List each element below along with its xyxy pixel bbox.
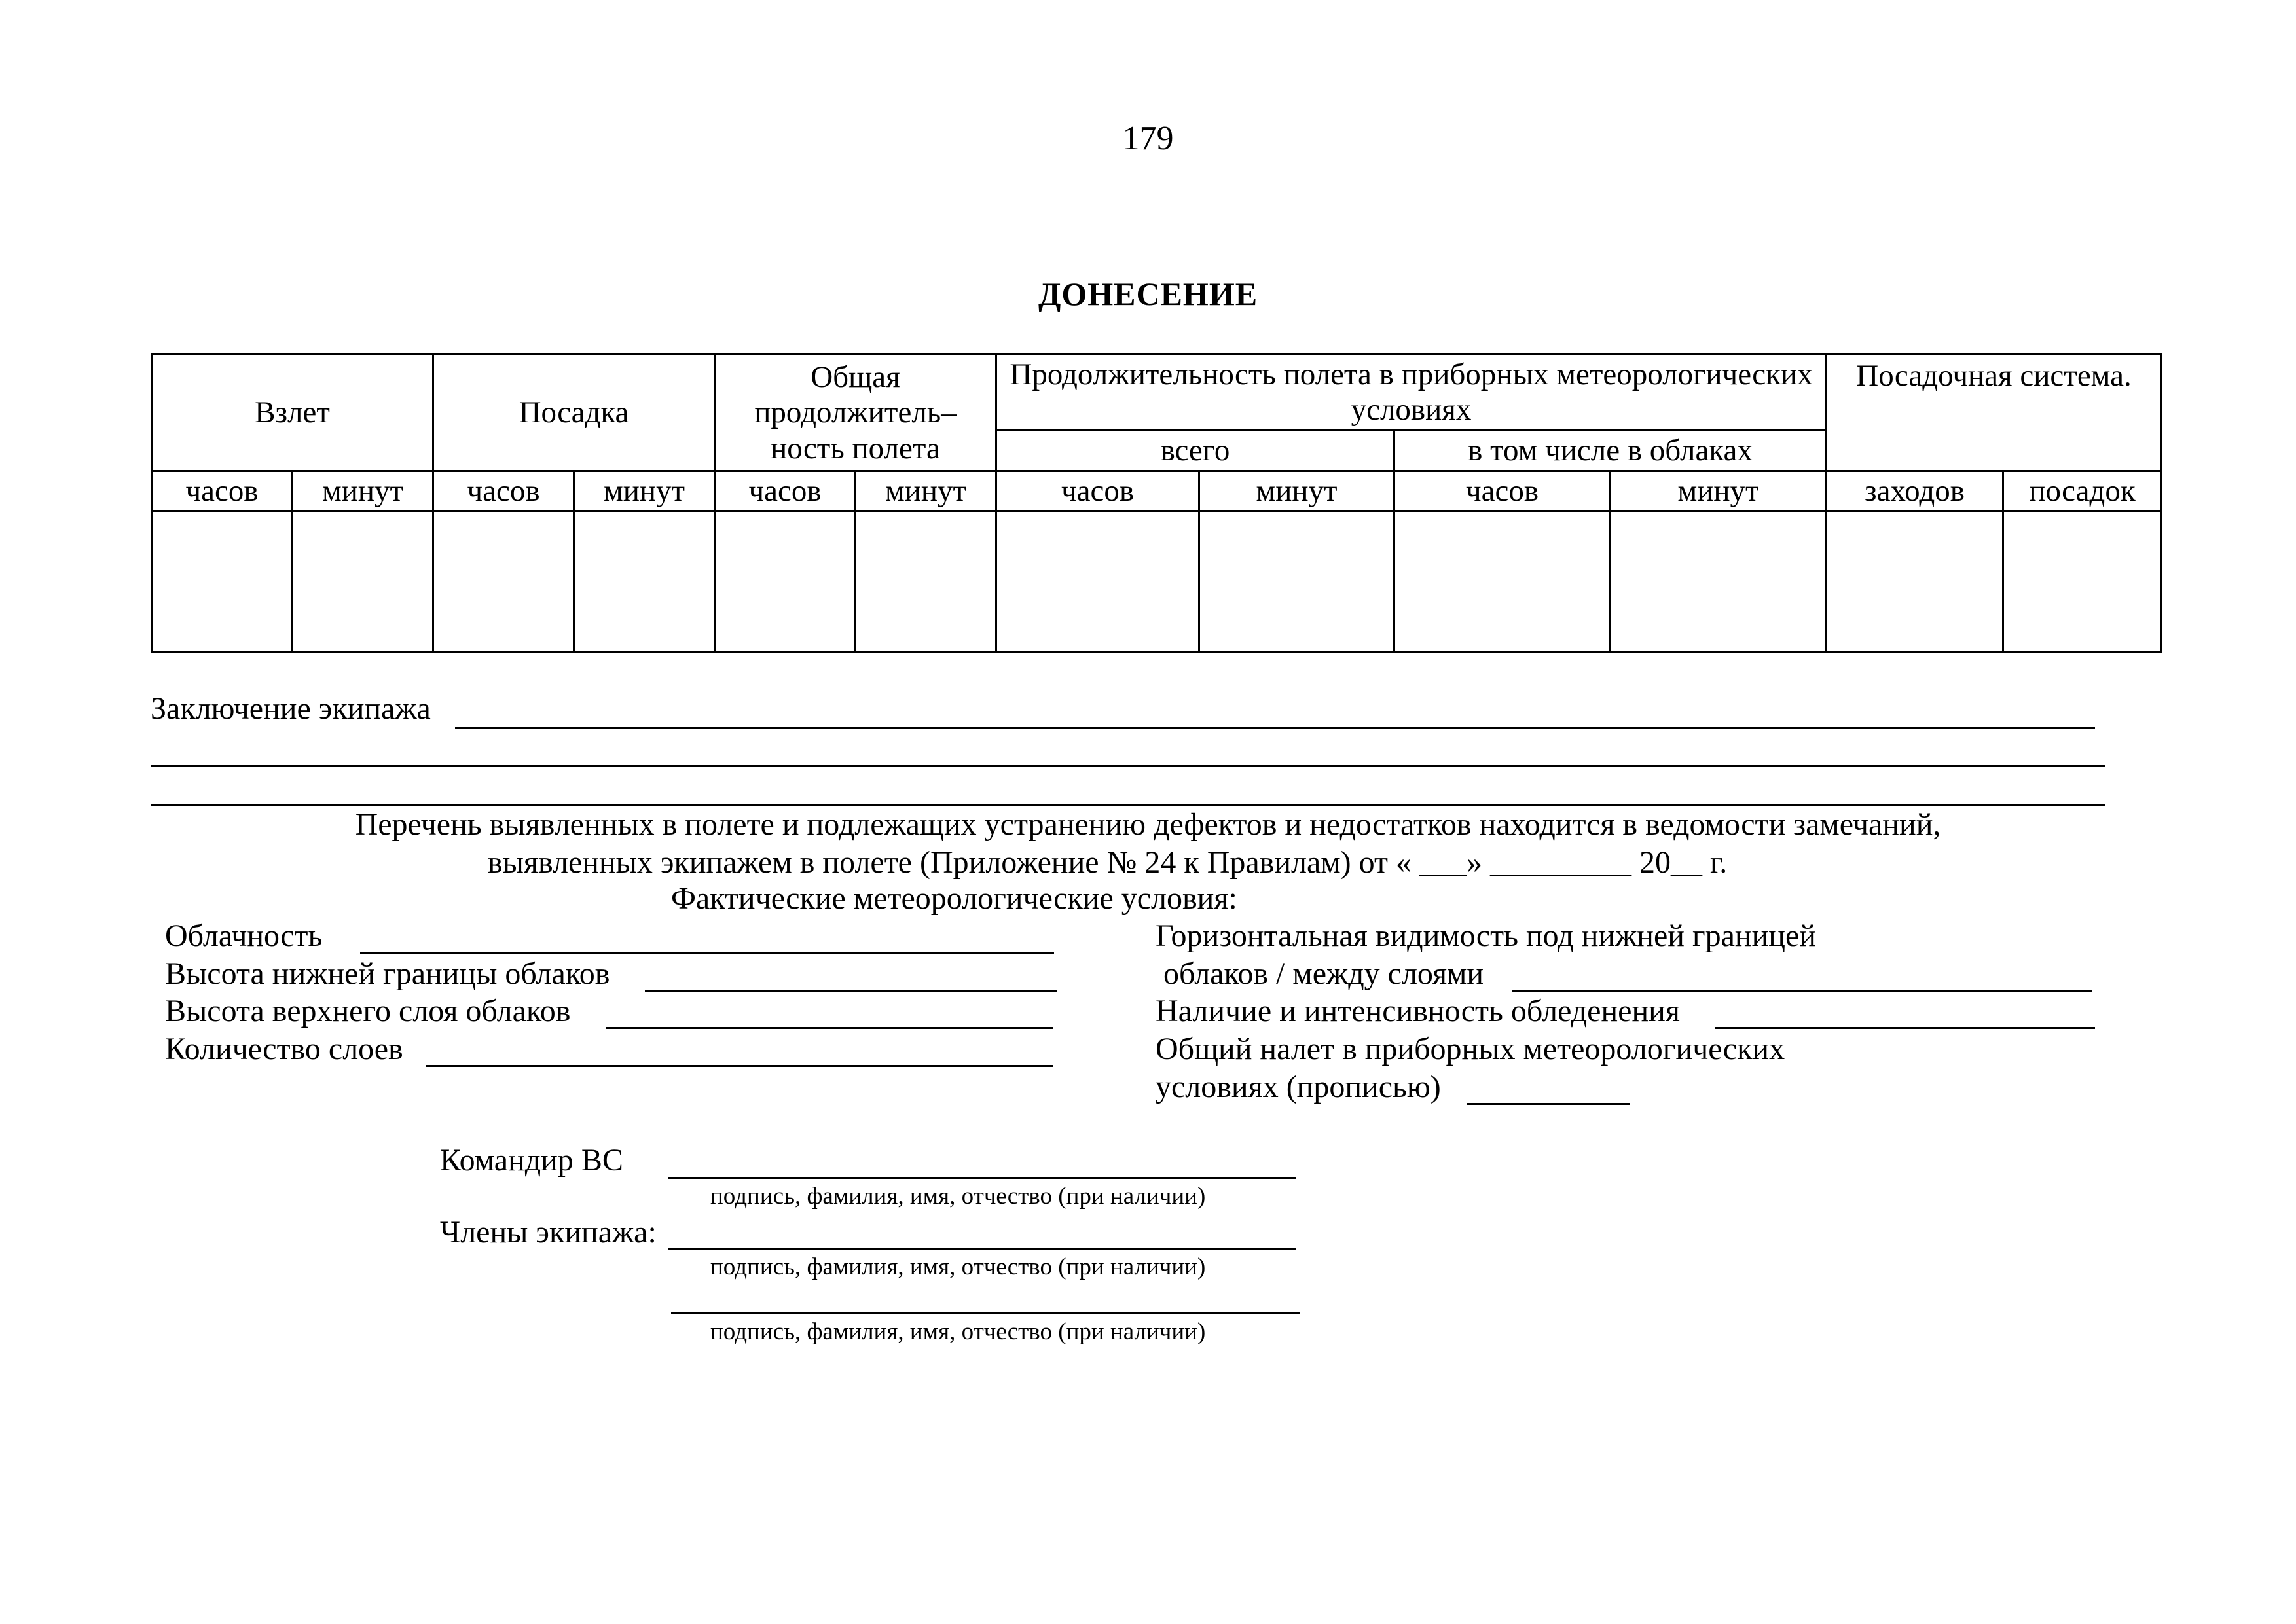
entry-cell[interactable] (574, 511, 715, 652)
unit-header: минут (856, 471, 996, 511)
layers-label: Количество слоев (165, 1032, 403, 1066)
cloud-base-field[interactable] (645, 990, 1057, 992)
entry-cell[interactable] (1611, 511, 1827, 652)
cloud-top-field[interactable] (606, 1027, 1053, 1029)
unit-header: часов (433, 471, 574, 511)
takeoff-header: Взлет (152, 355, 433, 471)
visibility-field[interactable] (1512, 990, 2092, 992)
entry-cell[interactable] (293, 511, 433, 652)
entry-cell[interactable] (1199, 511, 1394, 652)
entry-cell[interactable] (2003, 511, 2162, 652)
entry-cell[interactable] (1394, 511, 1611, 652)
crew-conclusion-line-3[interactable] (151, 804, 2105, 806)
cloud-top-label: Высота верхнего слоя облаков (165, 994, 571, 1028)
visibility-label-1: Горизонтальная видимость под нижней границей (1156, 918, 1816, 953)
icing-label: Наличие и интенсивность обледенения (1156, 994, 1680, 1028)
unit-header: минут (574, 471, 715, 511)
actual-weather-heading: Фактические метеорологические условия: (671, 881, 1237, 916)
entry-cell[interactable] (856, 511, 996, 652)
unit-header: часов (152, 471, 293, 511)
icing-field[interactable] (1715, 1027, 2095, 1029)
landing-header: Посадка (433, 355, 715, 471)
total-duration-header: Общая продолжитель–ность полета (715, 355, 996, 471)
crew-conclusion-line-2[interactable] (151, 765, 2105, 767)
imc-total-label-2: условиях (прописью) (1156, 1070, 1441, 1104)
entry-cell[interactable] (996, 511, 1199, 652)
imc-total-field[interactable] (1467, 1103, 1630, 1105)
crew-signature-line-1[interactable] (668, 1248, 1296, 1250)
imc-total-label-1: Общий налет в приборных метеорологических (1156, 1032, 1785, 1066)
cloudiness-field[interactable] (360, 952, 1054, 954)
unit-header: минут (1611, 471, 1827, 511)
entry-cell[interactable] (1827, 511, 2003, 652)
signature-caption: подпись, фамилия, имя, отчество (при наличии) (710, 1318, 1206, 1345)
unit-header: часов (1394, 471, 1611, 511)
imc-in-clouds-header: в том числе в облаках (1394, 430, 1827, 471)
crew-signature-line-2[interactable] (671, 1312, 1300, 1314)
layers-field[interactable] (426, 1065, 1053, 1067)
crew-label: Члены экипажа: (440, 1215, 657, 1250)
entry-cell[interactable] (152, 511, 293, 652)
signature-caption: подпись, фамилия, имя, отчество (при наличии) (710, 1183, 1206, 1210)
defects-note-line-1: Перечень выявленных в полете и подлежащих устранению дефектов и недостатков находится в ведомости замечаний, (355, 807, 1941, 842)
crew-conclusion-line-1[interactable] (455, 727, 2095, 729)
unit-header: заходов (1827, 471, 2003, 511)
report-table (151, 353, 2162, 653)
document-title: ДОНЕСЕНИЕ (1038, 276, 1258, 312)
crew-conclusion-label: Заключение экипажа (151, 691, 431, 726)
imc-total-header: всего (996, 430, 1394, 471)
unit-header: часов (715, 471, 856, 511)
landing-system-header: Посадочная система. (1827, 355, 2162, 471)
unit-header: посадок (2003, 471, 2162, 511)
visibility-label-2: облаков / между слоями (1163, 956, 1484, 991)
defects-note-line-2: выявленных экипажем в полете (Приложение № 24 к Правилам) от « ___» _________ 20__ г. (488, 845, 1728, 880)
unit-header: минут (293, 471, 433, 511)
commander-label: Командир ВС (440, 1143, 623, 1178)
signature-caption: подпись, фамилия, имя, отчество (при наличии) (710, 1254, 1206, 1280)
page-number: 179 (1122, 120, 1174, 157)
entry-cell[interactable] (433, 511, 574, 652)
unit-header: минут (1199, 471, 1394, 511)
entry-cell[interactable] (715, 511, 856, 652)
cloudiness-label: Облачность (165, 918, 323, 953)
unit-header: часов (996, 471, 1199, 511)
cloud-base-label: Высота нижней границы облаков (165, 956, 610, 991)
imc-duration-header: Продолжительность полета в приборных метеорологических условиях (996, 355, 1827, 430)
commander-signature-line[interactable] (668, 1177, 1296, 1179)
